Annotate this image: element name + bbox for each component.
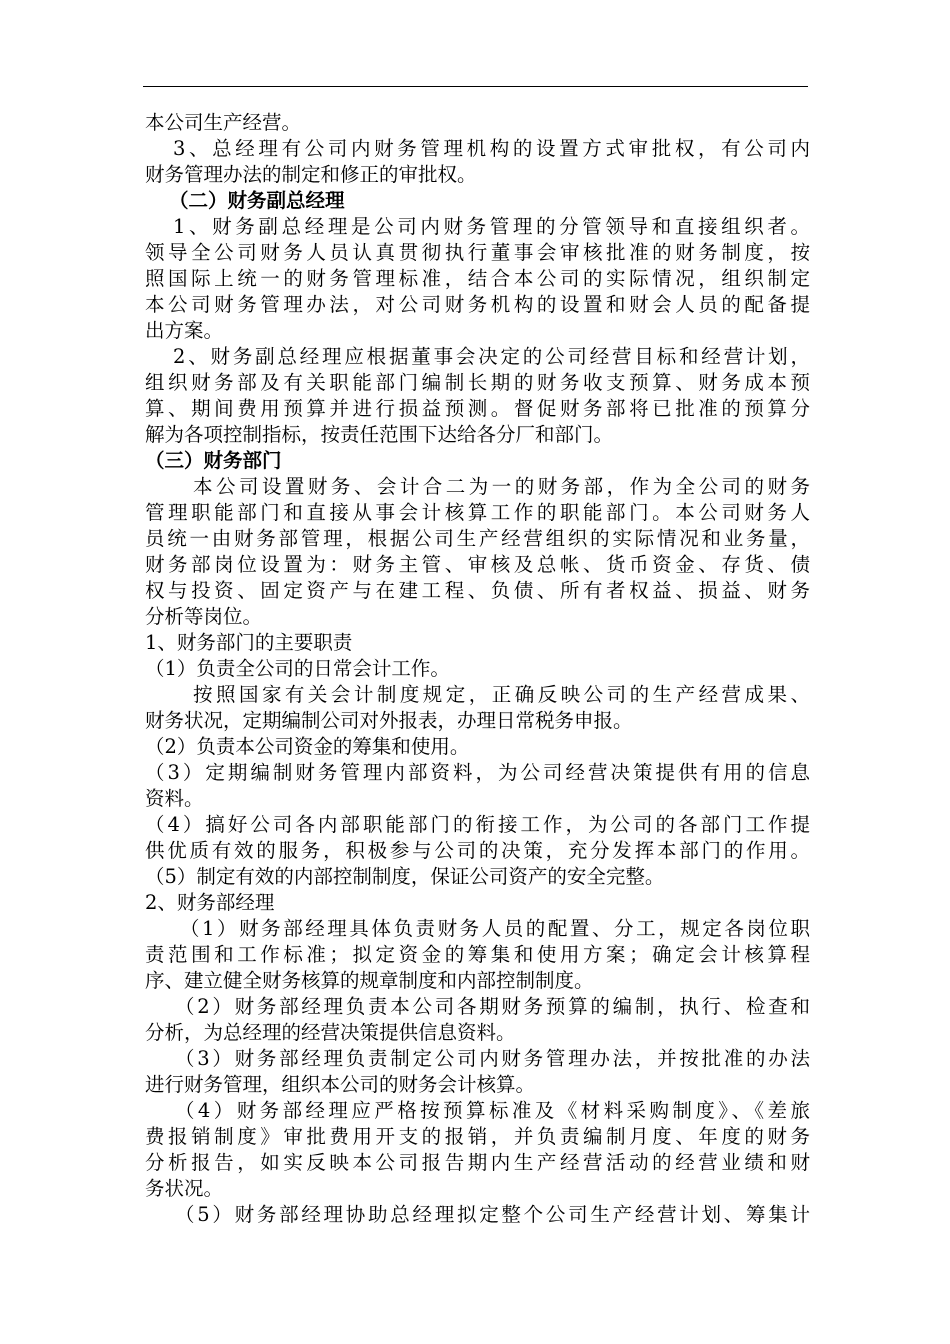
paragraph-line: 解为各项控制指标，按责任范围下达给各分厂和部门。: [145, 423, 614, 446]
paragraph-line: 本公司生产经营。: [145, 111, 302, 134]
paragraph-line: 1、财务副总经理是公司内财务管理的分管领导和直接组织者。: [173, 215, 810, 238]
paragraph-line: 费报销制度》审批费用开支的报销，并负责编制月度、年度的财务: [145, 1125, 810, 1148]
list-item: （2）财务部经理负责本公司各期财务预算的编制，执行、检查和: [175, 995, 810, 1018]
section-heading: （二）财务副总经理: [169, 189, 345, 212]
document-body: [145, 110, 810, 1228]
paragraph-line: 供优质有效的服务，积极参与公司的决策，充分发挥本部门的作用。: [145, 839, 810, 862]
list-item: （3）定期编制财务管理内部资料，为公司经营决策提供有用的信息: [145, 761, 810, 784]
list-item: （1）财务部经理具体负责财务人员的配置、分工，规定各岗位职: [180, 917, 810, 940]
list-item: （4）搞好公司各内部职能部门的衔接工作，为公司的各部门工作提: [145, 813, 810, 836]
paragraph-line: 权与投资、固定资产与在建工程、负债、所有者权益、损益、财务: [145, 579, 810, 602]
paragraph-line: 按照国家有关会计制度规定，正确反映公司的生产经营成果、: [193, 683, 810, 706]
paragraph-line: 管理职能部门和直接从事会计核算工作的职能部门。本公司财务人: [145, 501, 810, 524]
paragraph-line: 员统一由财务部管理，根据公司生产经营组织的实际情况和业务量，: [145, 527, 810, 550]
paragraph-line: 3、总经理有公司内财务管理机构的设置方式审批权，有公司内: [173, 137, 810, 160]
paragraph-line: 责范围和工作标准；拟定资金的筹集和使用方案；确定会计核算程: [145, 943, 810, 966]
section-heading: （三）财务部门: [145, 449, 282, 472]
paragraph-line: 进行财务管理，组织本公司的财务会计核算。: [145, 1073, 536, 1096]
paragraph-line: 组织财务部及有关职能部门编制长期的财务收支预算、财务成本预: [145, 371, 810, 394]
paragraph-line: 2、财务副总经理应根据董事会决定的公司经营目标和经营计划，: [173, 345, 810, 368]
header-rule: [143, 86, 808, 87]
paragraph-line: 领导全公司财务人员认真贯彻执行董事会审核批准的财务制度，按: [145, 241, 810, 264]
paragraph-line: 分析，为总经理的经营决策提供信息资料。: [145, 1021, 516, 1044]
paragraph-line: 财务状况，定期编制公司对外报表，办理日常税务申报。: [145, 709, 633, 732]
list-item: （5）制定有效的内部控制制度，保证公司资产的安全完整。: [145, 865, 665, 888]
paragraph-line: 务状况。: [145, 1177, 224, 1200]
subsection-heading: 1、财务部门的主要职责: [145, 631, 353, 654]
list-item: （1）负责全公司的日常会计工作。: [145, 657, 450, 680]
paragraph-line: 算、期间费用预算并进行损益预测。督促财务部将已批准的预算分: [145, 397, 810, 420]
paragraph-line: 分析等岗位。: [145, 605, 263, 628]
paragraph-line: 分析报告，如实反映本公司报告期内生产经营活动的经营业绩和财: [145, 1151, 810, 1174]
paragraph-line: 财务部岗位设置为：财务主管、审核及总帐、货币资金、存货、债: [145, 553, 810, 576]
paragraph-line: 本公司设置财务、会计合二为一的财务部，作为全公司的财务: [193, 475, 810, 498]
paragraph-line: 本公司财务管理办法，对公司财务机构的设置和财会人员的配备提: [145, 293, 810, 316]
list-item: （2）负责本公司资金的筹集和使用。: [145, 735, 470, 758]
list-item: （4）财务部经理应严格按预算标准及《材料采购制度》、《差旅: [175, 1099, 810, 1122]
list-item: （3）财务部经理负责制定公司内财务管理办法，并按批准的办法: [175, 1047, 810, 1070]
list-item: （5）财务部经理协助总经理拟定整个公司生产经营计划、筹集计: [175, 1203, 810, 1226]
paragraph-line: 照国际上统一的财务管理标准，结合本公司的实际情况，组织制定: [145, 267, 810, 290]
paragraph-line: 出方案。: [145, 319, 224, 342]
paragraph-line: 财务管理办法的制定和修正的审批权。: [145, 163, 477, 186]
paragraph-line: 序、建立健全财务核算的规章制度和内部控制制度。: [145, 969, 594, 992]
paragraph-line: 资料。: [145, 787, 204, 810]
subsection-heading: 2、财务部经理: [145, 891, 275, 914]
